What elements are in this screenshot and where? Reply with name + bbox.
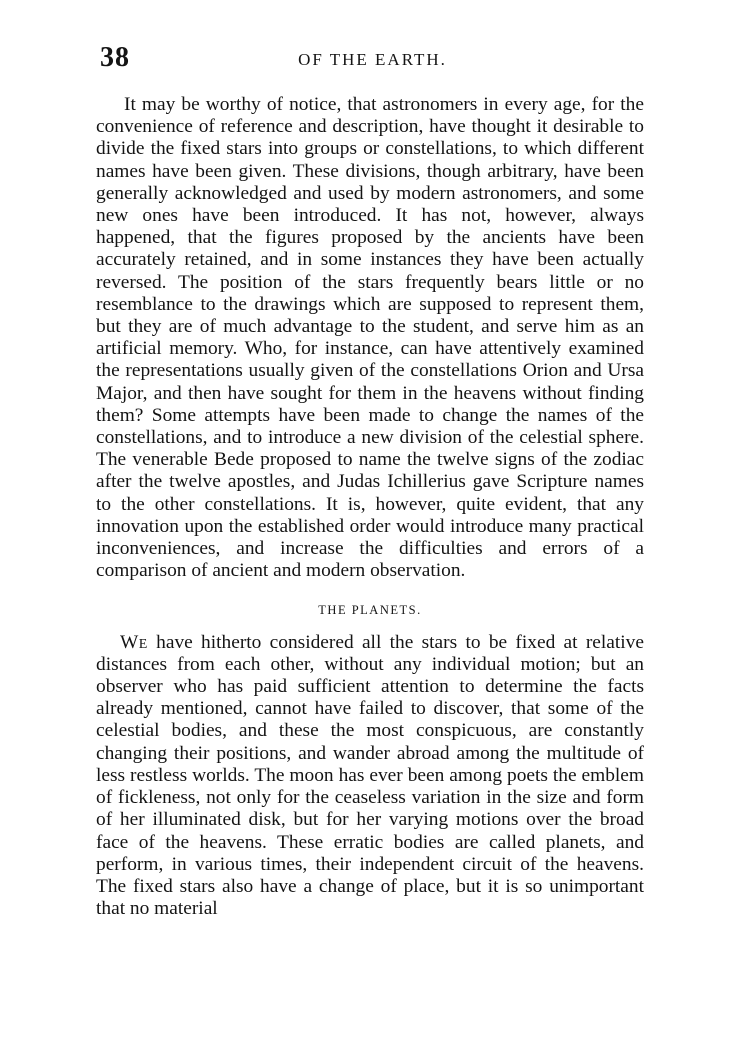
- paragraph-planets: [96, 632, 644, 921]
- running-head: [100, 42, 645, 78]
- paragraph-lead-word: We: [120, 631, 148, 653]
- paragraph-planets-text: have hitherto considered all the stars to be fixed at relative distances from each other, without any individual motion; but an observer who has paid sufficient attention to determine the facts already mentioned, cannot have failed to discover, that some of the celestial bodies, and these the most conspicuous, are constantly changing their positions, and wander abroad among the multitude of less restless worlds. The moon has ever been among poets the emblem of fickleness, not only for the ceaseless variation in the size and form of her illuminated disk, but for her varying motions over the broad face of the heavens. These erratic bodies are called planets, and perform, in various times, their independent circuit of the heavens. The fixed stars also have a change of place, but it is so unimportant that no material: [96, 631, 644, 920]
- body-text: [96, 94, 644, 920]
- page-number: 38: [100, 42, 130, 73]
- running-title: OF THE EARTH.: [298, 50, 447, 69]
- paragraph-constellations: It may be worthy of notice, that astronomers in every age, for the convenience of reference and description, have thought it desirable to divide the fixed stars into groups or constellations, to which different names have been given. These divisions, though arbitrary, have been generally acknowledged and used by modern astronomers, and some new ones have been introduced. It has not, however, always happened, that the figures proposed by the ancients have been accurately retained, and in some instances they have been actually reversed. The position of the stars frequently bears little or no resemblance to the drawings which are supposed to represent them, but they are of much advantage to the student, and serve him as an artificial memory. Who, for instance, can have attentively examined the representations usually given of the constellations Orion and Ursa Major, and then have sought for them in the heavens without finding them? Some attempts have been made to change the names of the constellations, and to introduce a new division of the celestial sphere. The venerable Bede proposed to name the twelve signs of the zodiac after the twelve apostles, and Judas Ichillerius gave Scripture names to the other constellations. It is, however, quite evident, that any innovation upon the established order would introduce many practical inconveniences, and increase the difficulties and errors of a comparison of ancient and modern observation.: [96, 94, 644, 582]
- section-heading: THE PLANETS.: [318, 603, 422, 618]
